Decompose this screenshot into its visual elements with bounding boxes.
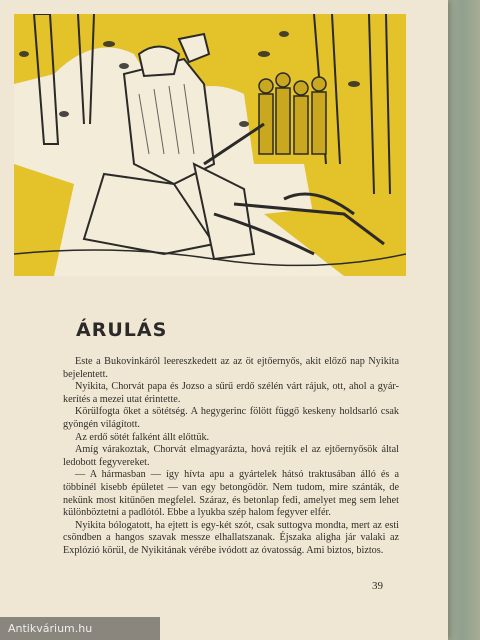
paragraph: Az erdő sötét falként állt előttük. xyxy=(75,431,210,443)
paragraph: Amíg várakoztak, Chorvát elmagyarázta, hová rejtik el az ejtőernyősök által ledobott fegyvereket. xyxy=(63,444,399,468)
illustration-partisans-with-weapons xyxy=(14,14,406,276)
paragraph: Este a Bukovinkáról leereszkedett az az öt ejtőernyős, akit előző nap Nyikita bejelentett. xyxy=(63,356,399,380)
chapter-body xyxy=(63,356,399,558)
page-number: 39 xyxy=(372,580,383,592)
chapter-title: ÁRULÁS xyxy=(76,319,168,341)
watermark-text: Antikvárium.hu xyxy=(0,617,160,640)
paragraph: Nyikita bólogatott, ha ejtett is egy-két szót, csak suttogva mondta, mert az esti csöndben a hangos szavak messze elhallatszanak. Éjszaka aligha jár valaki az Explózió körül, de Nyikitának vérébe ivódott az óvatosság. Ami biztos, biztos. xyxy=(63,519,399,556)
paragraph: — A hármasban — így hívta apu a gyártelek hátsó traktusában álló és a többinél kisebb épületet — van egy betongödör. Nem tudom, mire szánták, de nekünk most kitűnően megfelel. Száraz, és betonlap fedi, amelyet meg sem lehet különböztetni a padlótól. Ebbe a lyukba szép halom fegyver elfér. xyxy=(63,469,399,519)
paragraph: Nyikita, Chorvát papa és Jozso a sűrű erdő szélén várt rájuk, ott, ahol a gyár-kerítés a mezei utat érintette. xyxy=(63,381,399,405)
paragraph: Körülfogta őket a sötétség. A hegygerinc fölött függő keskeny holdsarló csak gyöngén világított. xyxy=(63,406,399,430)
